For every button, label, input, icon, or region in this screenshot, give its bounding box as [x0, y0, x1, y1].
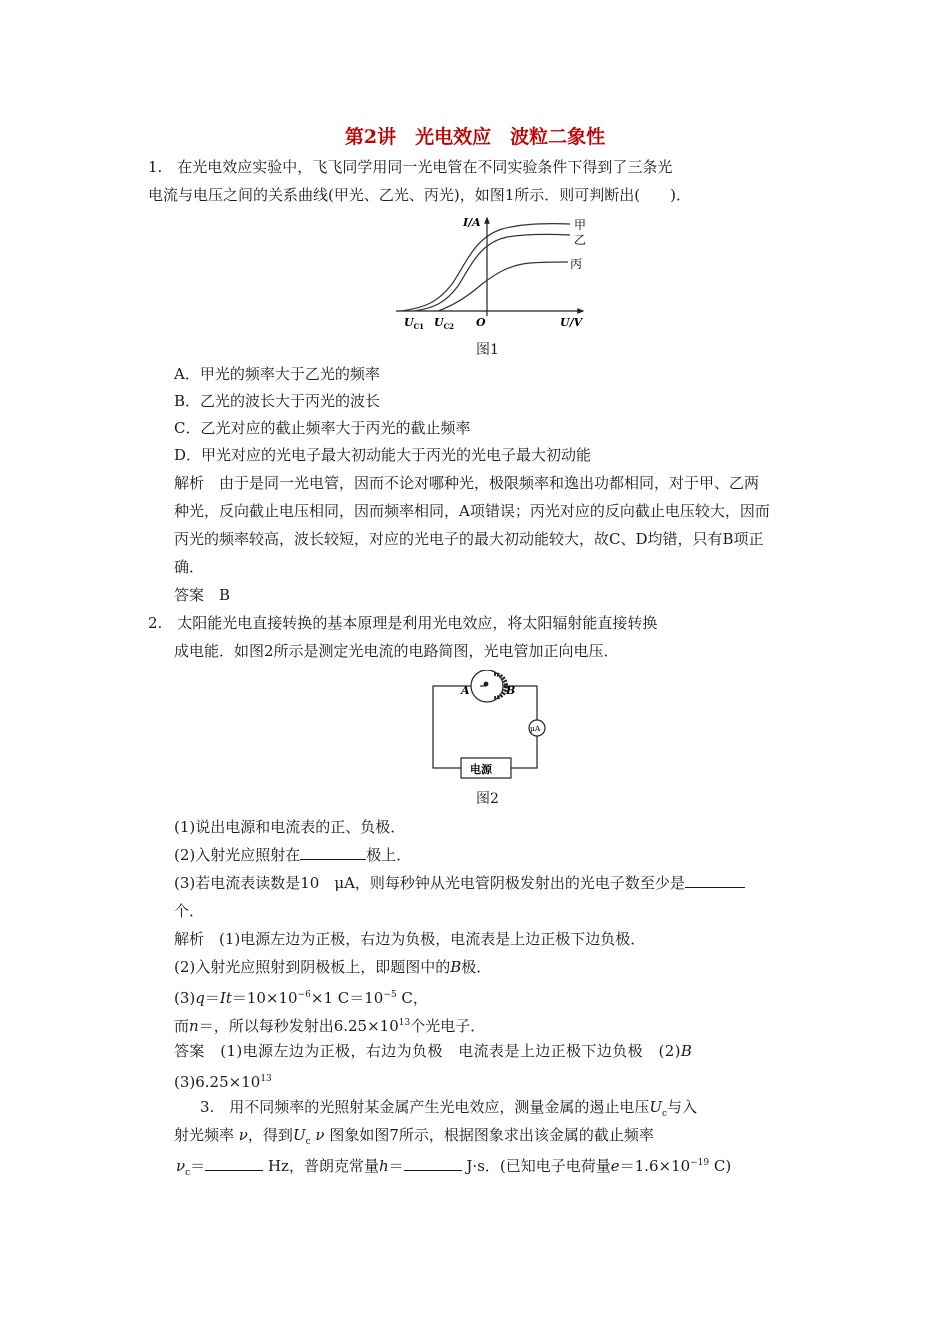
q3-stem-line1: 3. 用不同频率的光照射某金属产生光电效应，测量金属的遏止电压$U_c$与入 — [200, 1098, 698, 1119]
curve-label-bing: 丙 — [570, 257, 583, 271]
q2-analysis-line4: 而n＝，所以每秒发射出$6.25\times 10^{13}$个光电子． — [174, 1017, 486, 1035]
uc1-label: $U_{C1}$ — [404, 316, 425, 331]
q2-sub3: (3)若电流表读数是10 μA，则每秒钟从光电管阴极发射出的光电子数至少是 — [174, 873, 745, 893]
figure-1-iv-curves — [390, 210, 600, 335]
x-axis-label: U/V — [560, 316, 583, 329]
q2-answer-line2: $(3)6.25\times 10^{13}$ — [174, 1073, 272, 1091]
q1-analysis-line4: 确． — [174, 558, 205, 576]
q1-analysis-line2: 种光，反向截止电压相同，因而频率相同，A项错误；丙光对应的反向截止电压较大，因而 — [174, 502, 770, 520]
q2-sub1: (1)说出电源和电流表的正、负极． — [174, 818, 406, 836]
page-title: 第2讲 光电效应 波粒二象性 — [344, 126, 606, 148]
q1-option-d: D．甲光对应的光电子最大初动能大于丙光的光电子最大初动能 — [174, 446, 592, 464]
q1-option-c: C．乙光对应的截止频率大于丙光的截止频率 — [174, 419, 471, 437]
answer-blank[interactable] — [205, 1156, 263, 1171]
q2-sub2: (2)入射光应照射在 极上． — [174, 846, 412, 864]
uc2-label: $U_{C2}$ — [434, 316, 455, 331]
q1-stem-line2: 电流与电压之间的关系曲线(甲光、乙光、丙光)，如图1所示．则可判断出( )． — [148, 186, 691, 204]
q2-answer-line1: 答案 (1)电源左边为正极，右边为负极 电流表是上边正极下边负极 (2)B — [174, 1042, 693, 1060]
answer-blank[interactable] — [404, 1156, 462, 1171]
curve-jia — [400, 224, 570, 311]
q1-stem-line1: 1. 在光电效应实验中，飞飞同学用同一光电管在不同实验条件下得到了三条光 — [148, 158, 673, 176]
microammeter-label: μA — [530, 724, 541, 733]
power-supply-label: 电源 — [470, 763, 492, 776]
q2-analysis-line3: $(3)q=It=10\times 10^{-6}\times 1$ $C=10^{-5}$ C， — [174, 989, 428, 1007]
q1-option-b: B．乙光的波长大于丙光的波长 — [174, 392, 381, 410]
origin-label: O — [476, 316, 486, 329]
answer-blank[interactable] — [300, 845, 366, 860]
q3-stem-line3: $\nu_c= Hz$，普朗克常量h＝ J·s．(已知电子电荷量$e=1.6\times 10^{-19}$ C) — [176, 1157, 732, 1178]
electrode-label-a: A — [461, 684, 470, 697]
q3-stem-line2: 射光频率 ν，得到$U_c$ ν 图象如图7所示，根据图象求出该金属的截止频率 — [174, 1126, 654, 1147]
q1-option-a: A．甲光的频率大于乙光的频率 — [174, 365, 380, 383]
figure-2-caption: 图2 — [476, 791, 499, 807]
curve-label-yi: 乙 — [574, 233, 587, 247]
q2-analysis-line2: (2)入射光应照射到阴极板上，即题图中的B极． — [174, 958, 492, 976]
y-axis-label: I/A — [463, 216, 481, 229]
figure-1-caption: 图1 — [476, 342, 499, 358]
curve-yi — [414, 234, 570, 311]
q2-sub3-continued: 个． — [174, 902, 205, 920]
curve-label-jia: 甲 — [574, 218, 587, 232]
q1-analysis-line3: 丙光的频率较高，波长较短，对应的光电子的最大初动能较大，故C、D均错，只有B项正 — [174, 530, 764, 548]
photocell-anode — [484, 682, 489, 687]
q2-analysis-line1: 解析 (1)电源左边为正极，右边为负极，电流表是上边正极下边负极． — [174, 930, 646, 948]
q2-stem-line2: 成电能．如图2所示是测定光电流的电路简图，光电管加正向电压． — [174, 642, 619, 660]
q1-answer: 答案 B — [174, 586, 231, 604]
electrode-label-b: B — [506, 684, 516, 697]
figure-2-circuit — [425, 670, 555, 785]
q2-stem-line1: 2. 太阳能光电直接转换的基本原理是利用光电效应，将太阳辐射能直接转换 — [148, 614, 658, 632]
answer-blank[interactable] — [685, 873, 745, 888]
q1-analysis-line1: 解析 由于是同一光电管，因而不论对哪种光，极限频率和逸出功都相同，对于甲、乙两 — [174, 474, 760, 492]
